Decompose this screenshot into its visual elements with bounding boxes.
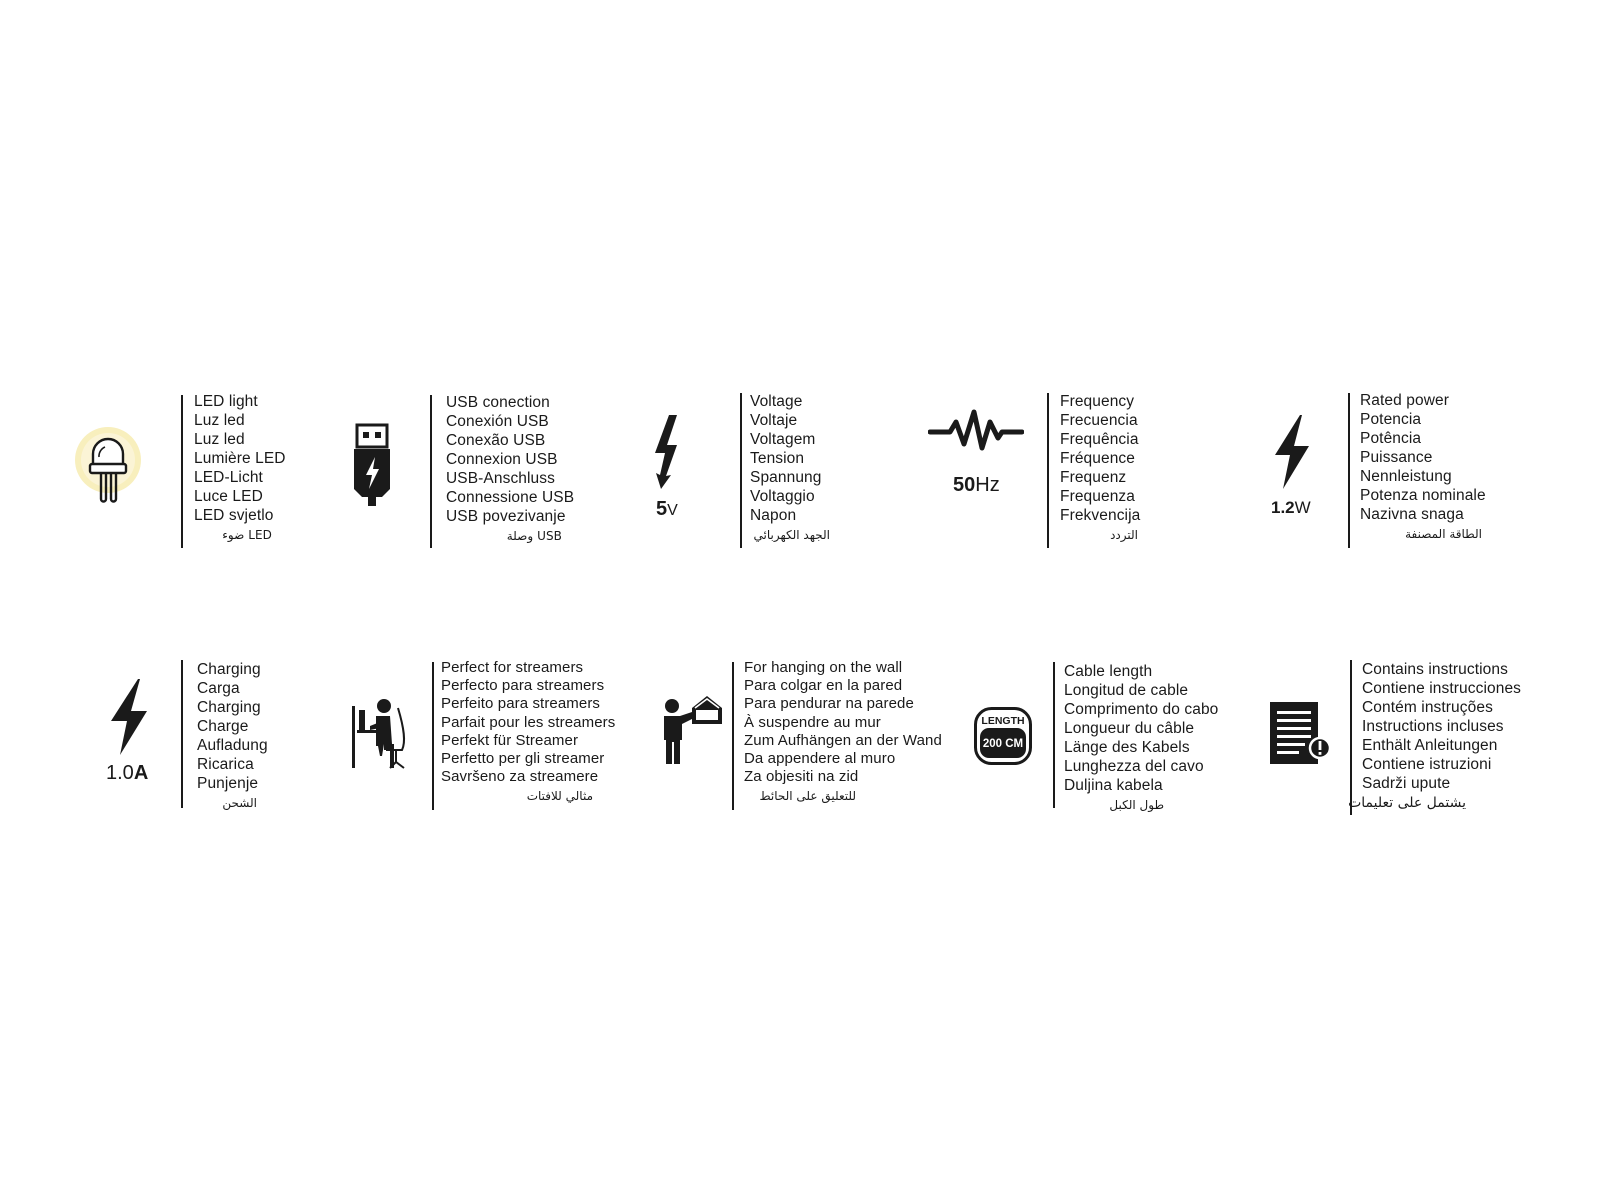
label-line: LED svjetlo xyxy=(194,507,274,524)
divider xyxy=(1348,393,1350,548)
frequency-labels xyxy=(1060,392,1140,545)
label-line: Perfetto per gli streamer xyxy=(441,750,605,768)
label-line: Luz led xyxy=(194,431,245,448)
label-line: Instructions incluses xyxy=(1362,718,1504,735)
label-line: Luz led xyxy=(194,412,245,429)
label-line: For hanging on the wall xyxy=(744,659,903,676)
person-hanging-picture-icon xyxy=(662,694,724,766)
label-line: Napon xyxy=(750,507,797,524)
divider xyxy=(1350,660,1352,815)
label-line: LED light xyxy=(194,393,258,410)
unit-suffix: Hz xyxy=(975,474,1000,496)
label-line: Contiene istruzioni xyxy=(1362,756,1492,773)
divider xyxy=(1053,662,1055,808)
usb-labels xyxy=(446,393,574,546)
divider xyxy=(430,395,432,548)
instructions-labels xyxy=(1348,660,1522,813)
wall-labels xyxy=(744,659,942,806)
person-at-desk-icon xyxy=(350,698,412,770)
label-line: Lunghezza del cavo xyxy=(1064,758,1204,775)
divider xyxy=(740,393,742,548)
label-line: Frequenz xyxy=(1060,469,1127,486)
unit-suffix: A xyxy=(133,762,149,784)
label-line: Savršeno za streamere xyxy=(441,768,599,786)
cable-length-badge-icon xyxy=(974,707,1032,765)
label-line: Charging xyxy=(197,661,261,678)
arabic-label: الجهد الكهربائي xyxy=(753,528,830,542)
power-labels xyxy=(1360,391,1486,544)
label-line: Duljina kabela xyxy=(1064,777,1163,794)
label-line: Luce LED xyxy=(194,488,263,505)
label-line: USB povezivanje xyxy=(446,508,566,525)
badge-bottom-text: 200 CM xyxy=(982,738,1024,750)
label-line: Conexão USB xyxy=(446,432,546,449)
led-bulb-icon xyxy=(74,426,142,508)
label-line: Contém instruções xyxy=(1362,699,1493,716)
label-line: Perfeito para streamers xyxy=(441,695,601,713)
label-line: Rated power xyxy=(1360,392,1449,409)
label-line: Connessione USB xyxy=(446,489,575,506)
label-line: Perfecto para streamers xyxy=(441,677,605,695)
voltage-labels xyxy=(750,392,830,545)
unit-suffix: W xyxy=(1294,498,1311,517)
label-line: Perfekt für Streamer xyxy=(441,731,579,749)
label-line: Conexión USB xyxy=(446,413,549,430)
label-line: Potencia xyxy=(1360,411,1422,428)
label-line: Puissance xyxy=(1360,449,1433,466)
label-line: Cable length xyxy=(1064,663,1153,680)
label-line: Spannung xyxy=(750,469,822,486)
badge-top-text: LENGTH xyxy=(981,715,1025,727)
label-line: Frequency xyxy=(1060,393,1135,410)
arabic-label: يشتمل على تعليمات xyxy=(1348,795,1466,811)
label-line: Aufladung xyxy=(197,737,268,754)
label-line: Charging xyxy=(197,699,261,716)
label-line: LED-Licht xyxy=(194,469,263,486)
label-line: Contiene instrucciones xyxy=(1362,680,1522,697)
label-line: Potenza nominale xyxy=(1360,487,1486,504)
arabic-label: USB وصلة xyxy=(506,529,562,543)
waveform-icon xyxy=(928,408,1024,452)
divider xyxy=(181,395,183,548)
lightning-bolt-icon xyxy=(1272,415,1312,489)
label-line: Nennleistung xyxy=(1360,468,1452,485)
instructions-document-icon xyxy=(1270,702,1332,766)
led-labels xyxy=(194,392,286,545)
unit-suffix: V xyxy=(667,502,678,519)
unit-value: 50 xyxy=(953,474,976,496)
usb-plug-icon xyxy=(352,423,392,507)
label-line: USB conection xyxy=(446,394,550,411)
arabic-label: طول الكبل xyxy=(1109,798,1164,812)
unit-value: 5 xyxy=(656,498,668,520)
arabic-label: للتعليق على الحائط xyxy=(759,789,856,804)
label-line: Contains instructions xyxy=(1362,661,1508,678)
divider xyxy=(432,662,434,810)
arabic-label: LED ضوء xyxy=(222,528,272,542)
charging-bolt-icon xyxy=(108,679,150,755)
charging-unit xyxy=(106,762,148,785)
label-line: Zum Aufhängen an der Wand xyxy=(744,731,942,749)
label-line: Comprimento do cabo xyxy=(1064,701,1219,718)
label-line: Voltaje xyxy=(750,412,798,429)
label-line: Connexion USB xyxy=(446,451,558,468)
label-line: Longitud de cable xyxy=(1064,682,1189,699)
voltage-unit xyxy=(656,498,678,521)
label-line: Da appendere al muro xyxy=(744,750,896,768)
label-line: Nazivna snaga xyxy=(1360,506,1464,523)
label-line: Lumière LED xyxy=(194,450,286,467)
label-line: Para colgar en la pared xyxy=(744,677,903,695)
label-line: Voltaggio xyxy=(750,488,815,505)
label-line: Tension xyxy=(750,450,805,467)
label-line: Parfait pour les streamers xyxy=(441,713,616,731)
streamers-labels xyxy=(441,659,615,806)
divider xyxy=(732,662,734,810)
label-line: Punjenje xyxy=(197,775,259,792)
label-line: Fréquence xyxy=(1060,450,1136,467)
label-line: Carga xyxy=(197,680,240,697)
label-line: Perfect for streamers xyxy=(441,659,584,676)
divider xyxy=(181,660,183,808)
label-line: Ricarica xyxy=(197,756,254,773)
cable-labels xyxy=(1064,662,1218,815)
label-line: Frequência xyxy=(1060,431,1139,448)
arabic-label: الشحن xyxy=(222,796,257,810)
label-line: USB-Anschluss xyxy=(446,470,555,487)
label-line: Voltage xyxy=(750,393,803,410)
label-line: Sadrži upute xyxy=(1362,775,1451,792)
arabic-label: التردد xyxy=(1110,528,1138,542)
frequency-unit xyxy=(953,474,1000,497)
label-line: Enthält Anleitungen xyxy=(1362,737,1498,754)
label-line: Frecuencia xyxy=(1060,412,1138,429)
unit-value: 1.2 xyxy=(1271,498,1295,517)
label-line: À suspendre au mur xyxy=(744,713,881,731)
arabic-label: مثالي للافتات xyxy=(526,789,593,804)
label-line: Charge xyxy=(197,718,249,735)
label-line: Za objesiti na zid xyxy=(744,768,859,786)
power-unit xyxy=(1271,498,1311,518)
divider xyxy=(1047,393,1049,548)
label-line: Potência xyxy=(1360,430,1422,447)
label-line: Frekvencija xyxy=(1060,507,1141,524)
label-line: Para pendurar na parede xyxy=(744,695,914,713)
label-line: Länge des Kabels xyxy=(1064,739,1190,756)
lightning-arrow-icon xyxy=(651,415,681,489)
label-line: Longueur du câble xyxy=(1064,720,1195,737)
label-line: Voltagem xyxy=(750,431,816,448)
charging-labels xyxy=(197,660,268,813)
label-line: Frequenza xyxy=(1060,488,1136,505)
arabic-label: الطاقة المصنفة xyxy=(1405,527,1482,541)
unit-value: 1.0 xyxy=(106,762,134,784)
